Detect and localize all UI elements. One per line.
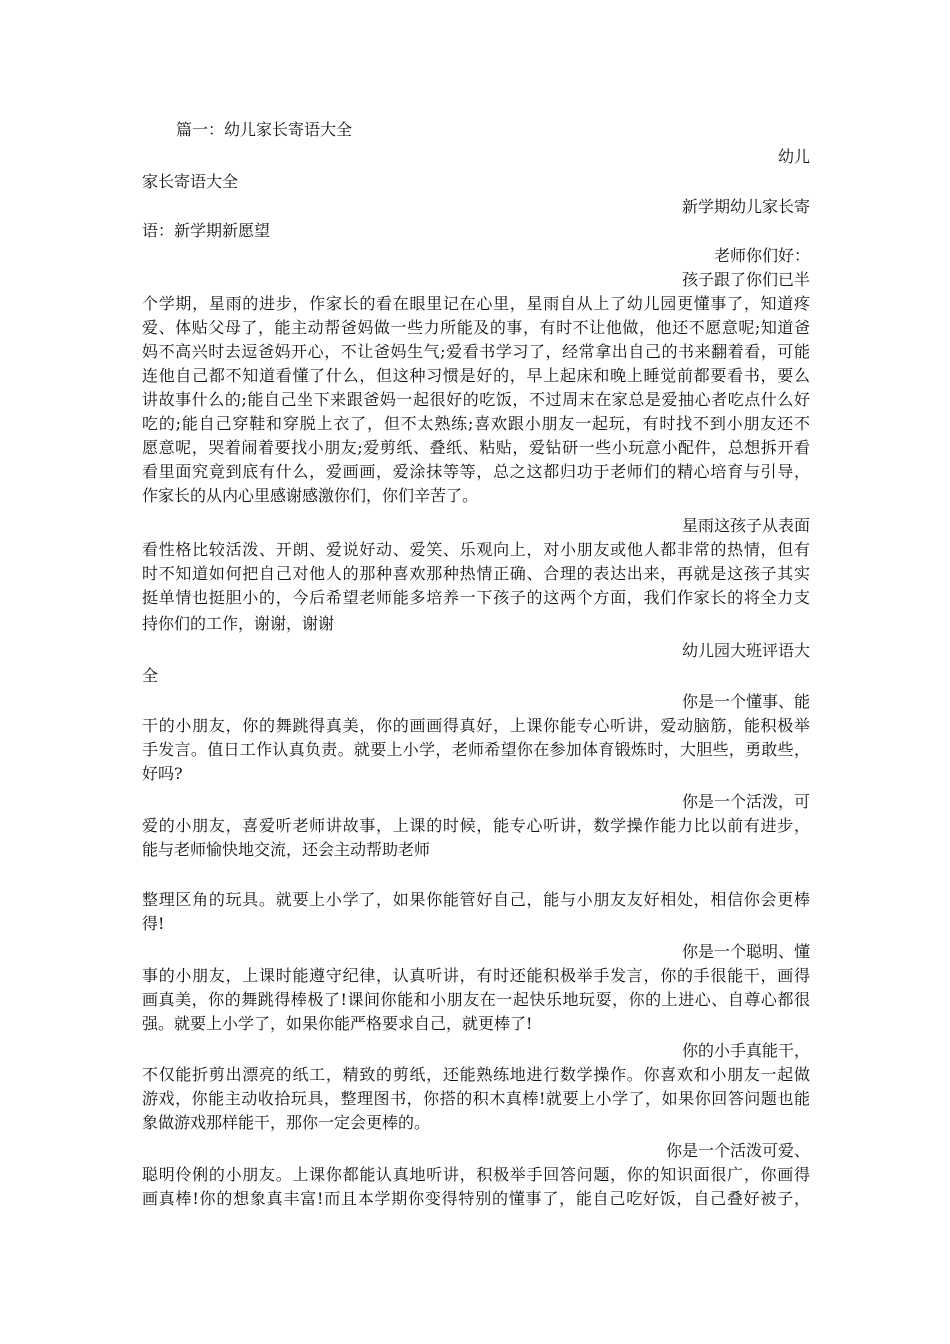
text-line: 妈不高兴时去逗爸妈开心，不让爸妈生气;爱看书学习了，经常拿出自己的书来翻着看，可能 (142, 342, 810, 361)
section-heading: 全 (142, 666, 159, 685)
text-line: 画真美，你的舞跳得棒极了!课间你能和小朋友在一起快乐地玩耍，你的上进心、自尊心都很 (142, 990, 810, 1009)
document-title: 篇一：幼儿家长寄语大全 (176, 120, 353, 139)
text-line: 你是一个活泼可爱、 (665, 1141, 810, 1160)
text-line: 孩子跟了你们已半 (681, 270, 810, 289)
text-line: 看性格比较活泼、开朗、爱说好动、爱笑、乐观向上，对小朋友或他人都非常的热情，但有 (142, 540, 810, 559)
text-line: 聪明伶俐的小朋友。上课你都能认真地听讲，积极举手回答问题，你的知识面很广，你画得 (142, 1165, 810, 1184)
text-line: 作家长的从内心里感谢感激你们，你们辛苦了。 (142, 486, 479, 505)
section-heading: 语：新学期新愿望 (142, 221, 271, 240)
text-line: 你的小手真能干， (681, 1041, 810, 1060)
text-line: 好吗? (142, 764, 183, 783)
section-heading: 家长寄语大全 (142, 172, 239, 191)
text-line: 象做游戏那样能干，那你一定会更棒的。 (142, 1113, 431, 1132)
section-heading: 幼儿 (777, 147, 810, 166)
text-line: 游戏，你能主动收拾玩具，整理图书，你搭的积木真棒!就要上小学了，如果你回答问题也能 (142, 1089, 810, 1108)
text-line: 画真棒!你的想象真丰富!而且本学期你变得特别的懂事了，能自己吃好饭，自己叠好被子， (142, 1189, 810, 1208)
text-line: 你是一个聪明、懂 (681, 942, 810, 961)
text-line: 你是一个懂事、能 (681, 692, 810, 711)
text-line: 爱的小朋友，喜爱听老师讲故事，上课的时候，能专心听讲，数学操作能力比以前有进步， (142, 816, 810, 835)
text-line: 能与老师愉快地交流，还会主动帮助老师 (142, 840, 431, 859)
section-heading: 新学期幼儿家长寄 (681, 197, 810, 216)
text-line: 吃的;能自己穿鞋和穿脱上衣了，但不太熟练;喜欢跟小朋友一起玩，有时找不到小朋友还不 (142, 414, 810, 433)
text-line: 手发言。值日工作认真负责。就要上小学，老师希望你在参加体育锻炼时，大胆些，勇敢些， (142, 740, 810, 759)
text-line: 干的小朋友，你的舞跳得真美，你的画画得真好，上课你能专心听讲，爱动脑筋，能积极举 (142, 716, 810, 735)
text-line: 持你们的工作，谢谢，谢谢 (142, 614, 335, 633)
text-line: 看里面究竟到底有什么，爱画画，爱涂抹等等，总之这都归功于老师们的精心培育与引导， (142, 462, 810, 481)
text-line: 你是一个活泼，可 (681, 792, 810, 811)
text-line: 爱、体贴父母了，能主动帮爸妈做一些力所能及的事，有时不让他做，他还不愿意呢;知道爸 (142, 318, 810, 337)
text-line: 讲故事什么的;能自己坐下来跟爸妈一起很好的吃饭，不过周末在家总是爱抽心者吃点什么好 (142, 390, 810, 409)
text-line: 愿意呢，哭着闹着要找小朋友;爱剪纸、叠纸、粘贴，爱钻研一些小玩意小配件，总想拆开看 (142, 438, 810, 457)
text-line: 强。就要上小学了，如果你能严格要求自己，就更棒了! (142, 1014, 533, 1033)
text-line: 个学期，星雨的进步，作家长的看在眼里记在心里，星雨自从上了幼儿园更懂事了，知道疼 (142, 294, 810, 313)
text-line: 连他自己都不知道看懂了什么，但这种习惯是好的，早上起床和晚上睡觉前都要看书，要么 (142, 366, 810, 385)
text-line: 事的小朋友，上课时能遵守纪律，认真听讲，有时还能积极举手发言，你的手很能干，画得 (142, 966, 810, 985)
text-line: 挺单情也挺胆小的，今后希望老师能多培养一下孩子的这两个方面，我们作家长的将全力支 (142, 588, 810, 607)
text-line: 时不知道如何把自己对他人的那种喜欢那种热情正确、合理的表达出来，再就是这孩子其实 (142, 564, 810, 583)
salutation: 老师你们好： (713, 246, 810, 265)
text-line: 星雨这孩子从表面 (681, 516, 810, 535)
text-line: 不仅能折剪出漂亮的纸工，精致的剪纸，还能熟练地进行数学操作。你喜欢和小朋友一起做 (142, 1065, 810, 1084)
text-line: 整理区角的玩具。就要上小学了，如果你能管好自己，能与小朋友友好相处，相信你会更棒 (142, 890, 810, 909)
text-line: 得! (142, 914, 165, 933)
section-heading: 幼儿园大班评语大 (681, 641, 810, 660)
